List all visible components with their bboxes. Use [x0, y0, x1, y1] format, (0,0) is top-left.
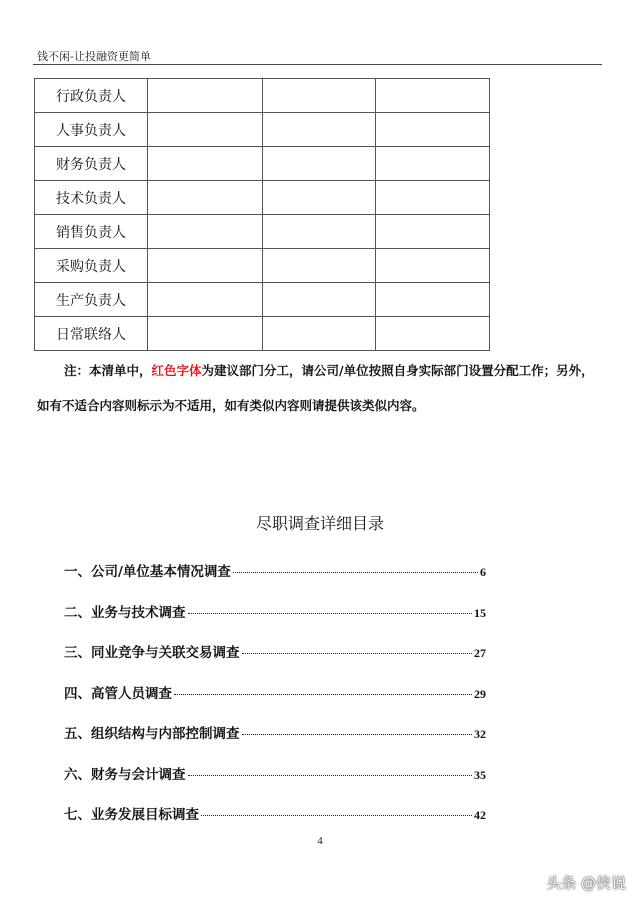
- table-cell: [263, 249, 376, 283]
- table-cell: [263, 147, 376, 181]
- role-cell: 生产负责人: [35, 283, 148, 317]
- toc-entry-label: 三、同业竞争与关联交易调查: [64, 645, 240, 661]
- toc-leader-dots: [174, 694, 472, 695]
- watermark: 头条 @侠说: [546, 874, 626, 892]
- toc-entry-page: 32: [474, 727, 486, 741]
- table-cell: [148, 283, 263, 317]
- note-suffix: 为建议部门分工，请公司/单位按照自身实际部门设置分配工作；另外，: [201, 363, 594, 378]
- table-cell: [148, 249, 263, 283]
- table-row: [35, 147, 490, 181]
- table-row: [35, 249, 490, 283]
- responsibility-table: [34, 78, 490, 351]
- toc-entry-page: 6: [480, 565, 486, 579]
- table-row: [35, 113, 490, 147]
- table-cell: [376, 283, 490, 317]
- toc-entry-page: 29: [474, 686, 486, 701]
- toc-entry[interactable]: [64, 641, 486, 682]
- table-cell: [148, 181, 263, 215]
- table-cell: [148, 215, 263, 249]
- toc-entry-page: 35: [474, 767, 486, 782]
- table-cell: [376, 215, 490, 249]
- header-divider: [33, 64, 602, 65]
- table-cell: [148, 79, 263, 113]
- toc-entry[interactable]: [64, 682, 486, 723]
- toc-leader-dots: [188, 775, 473, 776]
- note-highlight: 红色字体: [151, 363, 202, 378]
- note-line-1: [64, 361, 634, 379]
- toc-title: 尽职调查详细目录: [255, 514, 384, 533]
- table-cell: [263, 113, 376, 147]
- toc-entry-label: 六、财务与会计调查: [64, 766, 186, 783]
- toc-entry[interactable]: [64, 560, 486, 601]
- toc-leader-dots: [233, 572, 478, 573]
- toc-entry-label: 一、公司/单位基本情况调查: [64, 564, 231, 580]
- table-cell: [263, 283, 376, 317]
- table-cell: [376, 249, 490, 283]
- table-cell: [263, 215, 376, 249]
- table-cell: [263, 181, 376, 215]
- table-cell: [376, 317, 490, 351]
- role-cell: 日常联络人: [35, 317, 148, 351]
- role-cell: 人事负责人: [35, 113, 148, 147]
- page-number: 4: [317, 835, 323, 847]
- table-cell: [376, 113, 490, 147]
- toc-leader-dots: [242, 734, 473, 735]
- table-row: [35, 215, 490, 249]
- table-cell: [148, 317, 263, 351]
- toc-leader-dots: [242, 653, 473, 654]
- toc-entry-page: 27: [474, 646, 486, 660]
- table-cell: [148, 113, 263, 147]
- table-cell: [148, 147, 263, 181]
- role-cell: 技术负责人: [35, 181, 148, 215]
- toc-leader-dots: [188, 613, 473, 614]
- note-line-2: 如有不适合内容则标示为不适用，如有类似内容则请提供该类似内容。: [37, 398, 425, 413]
- table-cell: [263, 317, 376, 351]
- toc-entry-label: 七、业务发展目标调查: [64, 807, 199, 823]
- toc-entry-page: 15: [474, 605, 486, 620]
- role-cell: 财务负责人: [35, 147, 148, 181]
- table-row: [35, 317, 490, 351]
- table-row: [35, 79, 490, 113]
- toc-entry-label: 四、高管人员调查: [64, 685, 172, 702]
- role-cell: 销售负责人: [35, 215, 148, 249]
- table-row: [35, 181, 490, 215]
- role-cell: 行政负责人: [35, 79, 148, 113]
- toc-entry[interactable]: [64, 722, 486, 763]
- toc-entry-label: 二、业务与技术调查: [64, 604, 186, 621]
- table-cell: [376, 181, 490, 215]
- toc-leader-dots: [201, 815, 472, 816]
- table-cell: [263, 79, 376, 113]
- toc-entry[interactable]: [64, 601, 486, 642]
- table-cell: [376, 79, 490, 113]
- table-row: [35, 283, 490, 317]
- toc-entry-label: 五、组织结构与内部控制调查: [64, 726, 240, 742]
- table-of-contents: [64, 560, 486, 844]
- document-header-title: 钱不闲-让投融资更简单: [37, 50, 151, 63]
- role-cell: 采购负责人: [35, 249, 148, 283]
- toc-entry[interactable]: [64, 763, 486, 804]
- table-cell: [376, 147, 490, 181]
- toc-entry-page: 42: [474, 808, 486, 822]
- note-prefix: 注：本清单中，: [64, 363, 152, 378]
